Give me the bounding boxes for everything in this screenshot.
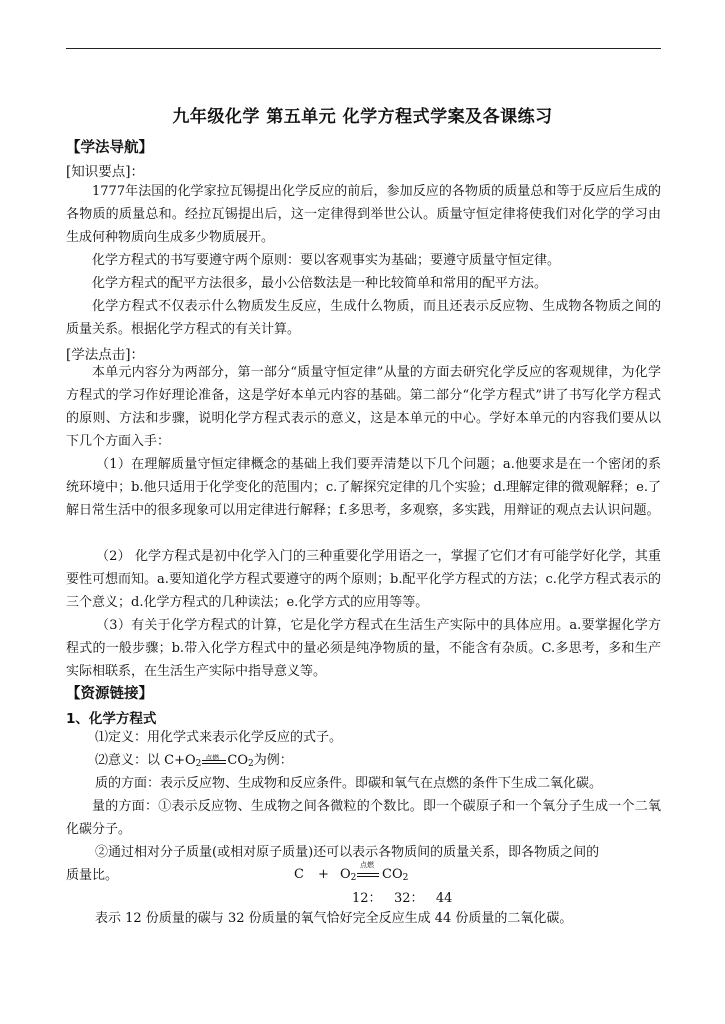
method-paragraph-1: 本单元内容分为两部分，第一部分“质量守恒定律”从量的方面去研究化学反应的客观规律，为化学方程式的学习作好理论准备，这是学好本单元内容的基础。第二部分“化学方程式”讲了书写化学方程式的原则、方法和步骤，说明化学方程式表示的意义，这是本单元的中心。学好本单元的内容我们要从以下几个方面入手：: [66, 365, 661, 449]
ignite-arrow-icon: [202, 755, 226, 767]
subheading-chemical-equation: 1、化学方程式: [66, 711, 157, 727]
section-heading-resources: 【资源链接】: [66, 686, 153, 702]
knowledge-points-label: [知识要点]：: [66, 164, 145, 180]
equation-ignite-label: 点燃: [360, 860, 374, 869]
header-rule: [66, 48, 661, 49]
meaning-prefix: ⑵意义：以 C+O: [95, 753, 196, 768]
knowledge-paragraph-3: 化学方程式的配平方法很多，最小公倍数法是一种比较简单和常用的配平方法。: [92, 276, 548, 291]
equation-plus: +: [318, 867, 329, 882]
knowledge-paragraph-1: 1777年法国的化学家拉瓦锡提出化学反应的前后，参加反应的各物质的质量总和等于反应后生成的各物质的质量总和。经拉瓦锡提出后，这一定律得到举世公认。质量守恒定律将使我们对化学的学习由生成何种物质向生成多少物质展开。: [66, 184, 661, 245]
method-paragraph-3: （2） 化学方程式是初中化学入门的三种重要化学用语之一，掌握了它们才有可能学好化学，其重要性可想而知。a.要知道化学方程式要遵守的两个原则；b.配平化学方程式的方法；c.化学方程式表示的三个意义；d.化学方程式的几种读法；e.化学方式的应用等等。: [66, 549, 661, 610]
meaning-co2-subscript: 2: [247, 759, 254, 769]
definition-line: ⑴定义：用化学式来表示化学反应的式子。: [95, 730, 343, 745]
equation-oxygen: $O_2$: [340, 867, 357, 883]
knowledge-paragraph-4: 化学方程式不仅表示什么物质发生反应，生成什么物质，而且还表示反应物、生成物各物质之间的质量关系。根据化学方程式的有关计算。: [66, 299, 661, 337]
mass-ratio-values: 12： 32： 44: [352, 891, 453, 906]
conclusion-line: 表示 12 份质量的碳与 32 份质量的氧气恰好完全反应生成 44 份质量的二氧化碳。: [95, 911, 573, 926]
meaning-suffix: 为例：: [253, 753, 293, 768]
knowledge-paragraph-2: 化学方程式的书写要遵守两个原则：要以客观事实为基础；要遵守质量守恒定律。: [92, 253, 561, 268]
method-paragraph-4: （3）有关于化学方程式的计算，它是化学方程式在生活生产实际中的具体应用。a.要掌握化学方程式的一般步骤；b.带入化学方程式中的量必须是纯净物质的量，不能含有杂质。C.多思考，多和生产实际相联系，在生活生产实际中指导意义等。: [66, 618, 661, 679]
quantity-aspect-paragraph: 量的方面：①表示反应物、生成物之间各微粒的个数比。即一个碳原子和一个氧分子生成一个二氧化碳分子。: [66, 799, 661, 837]
equation-co2: $CO_2$: [382, 867, 409, 883]
quality-aspect-line: 质的方面：表示反应物、生成物和反应条件。即碳和氧气在点燃的条件下生成二氧化碳。: [95, 776, 603, 791]
section-heading-study-nav: 【学法导航】: [66, 140, 153, 156]
document-title: 九年级化学 第五单元 化学方程式学案及各课练习: [172, 107, 553, 127]
equation-ignite-icon: [356, 860, 380, 881]
equation-carbon: C: [294, 867, 304, 882]
meaning-o2-subscript: 2: [195, 759, 202, 769]
method-paragraph-2: （1）在理解质量守恒定律概念的基础上我们要弄清楚以下几个问题；a.他要求是在一个密闭的系统环境中；b.他只适用于化学变化的范围内；c.了解探究定律的几个实验；d.理解定律的微观解释；e.了解日常生活中的很多现象可以用定律进行解释；f.多思考，多观察，多实践，用辩证的观点去认识问题。: [66, 457, 661, 518]
meaning-co2: CO: [227, 753, 248, 768]
method-tips-label: [学法点击]：: [66, 347, 145, 363]
ignite-label: 点燃: [205, 753, 220, 762]
mass-relation-line: ②通过相对分子质量(或相对原子质量)还可以表示各物质间的质量关系，即各物质之间的: [95, 845, 600, 860]
mass-ratio-label: 质量比。: [66, 868, 119, 883]
